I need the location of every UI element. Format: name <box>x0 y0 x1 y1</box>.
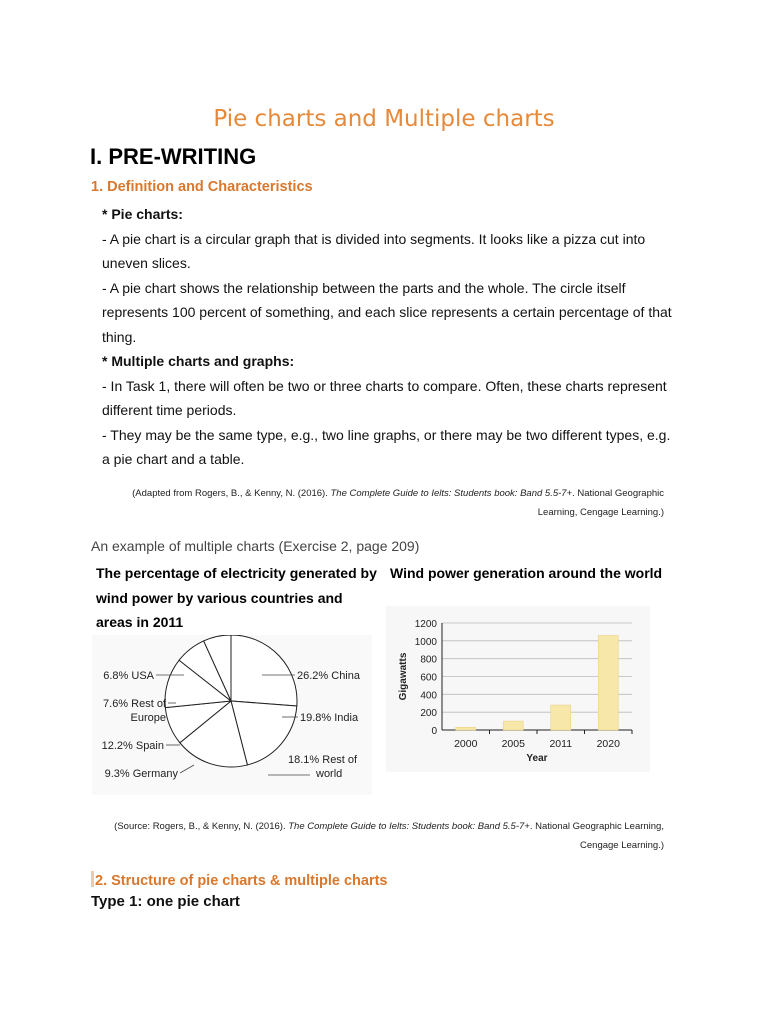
paragraph-heading: * Pie charts: <box>102 206 183 222</box>
subheading-structure <box>91 871 388 889</box>
paragraph-heading: * Multiple charts and graphs: <box>102 353 295 369</box>
citation-line2: Learning, Cengage Learning.) <box>537 507 664 518</box>
bar-y-tick-label: 600 <box>420 672 437 684</box>
paragraph-line: - They may be the same type, e.g., two line graphs, or there may be two different types, e.g. <box>102 426 671 443</box>
subheading-structure-text: 2. Structure of pie charts & multiple charts <box>95 873 388 889</box>
document-title: Pie charts and Multiple charts <box>213 106 555 132</box>
bar-y-tick-label: 200 <box>420 708 437 720</box>
paragraph-line: uneven slices. <box>102 255 191 271</box>
source-line2: Cengage Learning.) <box>580 840 664 851</box>
example-caption: An example of multiple charts (Exercise 2, page 209) <box>91 538 420 554</box>
pie-leader-line <box>180 765 194 773</box>
bar-x-tick-label: 2011 <box>549 738 573 750</box>
bar-x-tick-label: 2020 <box>596 738 620 750</box>
definition-paragraphs <box>102 202 677 472</box>
bar-y-tick-label: 400 <box>420 690 437 702</box>
type1-heading: Type 1: one pie chart <box>91 893 240 910</box>
bar-y-tick-label: 0 <box>431 726 437 737</box>
pie-title-line: areas in 2011 <box>96 614 184 630</box>
pie-label-rest-of-europe: 7.6% Rest of Europe <box>103 698 166 724</box>
paragraph-line: different time periods. <box>102 402 237 418</box>
paragraph-line: represents 100 percent of something, and each slice represents a certain percentage of that <box>102 304 672 320</box>
pie-label-rest-of-world: 18.1% Rest of world <box>288 754 358 780</box>
pie-label-usa: 6.8% USA <box>103 670 154 682</box>
bar-x-axis-label: Year <box>526 753 548 764</box>
bar-chart-figure <box>386 606 650 772</box>
section-heading-prewriting: I. PRE-WRITING <box>90 144 257 169</box>
bar-chart <box>386 606 650 772</box>
bar-y-axis-label: Gigawatts <box>398 652 409 701</box>
citation-book-title: The Complete Guide to Ielts: Students book: Band 5.5-7+ <box>330 488 573 499</box>
bar-2000 <box>456 727 476 730</box>
bar-y-tick-label: 800 <box>420 654 437 666</box>
paragraph-line: a pie chart and a table. <box>102 451 245 467</box>
pie-chart-title <box>96 561 386 635</box>
paragraph-line: - In Task 1, there will often be two or three charts to compare. Often, these charts represent <box>102 377 667 394</box>
pie-label-spain: 12.2% Spain <box>101 740 164 752</box>
paragraph-line: thing. <box>102 328 137 345</box>
bar-2011 <box>551 705 571 730</box>
pie-slice-china <box>231 635 297 706</box>
bar-x-tick-label: 2000 <box>454 738 478 750</box>
bar-x-tick-label: 2005 <box>501 738 525 750</box>
pie-label-germany: 9.3% Germany <box>104 768 178 780</box>
bar-2005 <box>503 721 523 730</box>
pie-label-china: 26.2% China <box>297 670 360 682</box>
bar-2020 <box>598 635 618 730</box>
pie-title-line: The percentage of electricity generated by <box>96 565 377 581</box>
text-cursor <box>91 871 94 887</box>
citation-suffix: . National Geographic <box>572 488 664 499</box>
source-suffix: . National Geographic Learning, <box>529 821 664 832</box>
pie-chart-figure <box>92 635 372 795</box>
bar-y-tick-label: 1000 <box>414 636 437 648</box>
bar-y-tick-label: 1200 <box>414 619 437 630</box>
pie-title-line: wind power by various countries and <box>96 589 343 606</box>
paragraph-line: - A pie chart shows the relationship between the parts and the whole. The circle itself <box>102 279 626 296</box>
citation-source <box>84 817 664 855</box>
citation-prefix: (Adapted from Rogers, B., & Kenny, N. (2016). <box>132 488 331 499</box>
paragraph-line: - A pie chart is a circular graph that is divided into segments. It looks like a pizza cut into <box>102 230 646 247</box>
pie-chart <box>92 635 372 795</box>
source-book-title: The Complete Guide to Ielts: Students book: Band 5.5-7+ <box>288 821 530 832</box>
source-prefix: (Source: Rogers, B., & Kenny, N. (2016). <box>114 821 289 832</box>
bar-chart-title: Wind power generation around the world <box>390 565 663 581</box>
pie-label-india: 19.8% India <box>300 712 359 724</box>
citation-adapted <box>84 484 664 522</box>
subheading-definition: 1. Definition and Characteristics <box>91 179 313 195</box>
